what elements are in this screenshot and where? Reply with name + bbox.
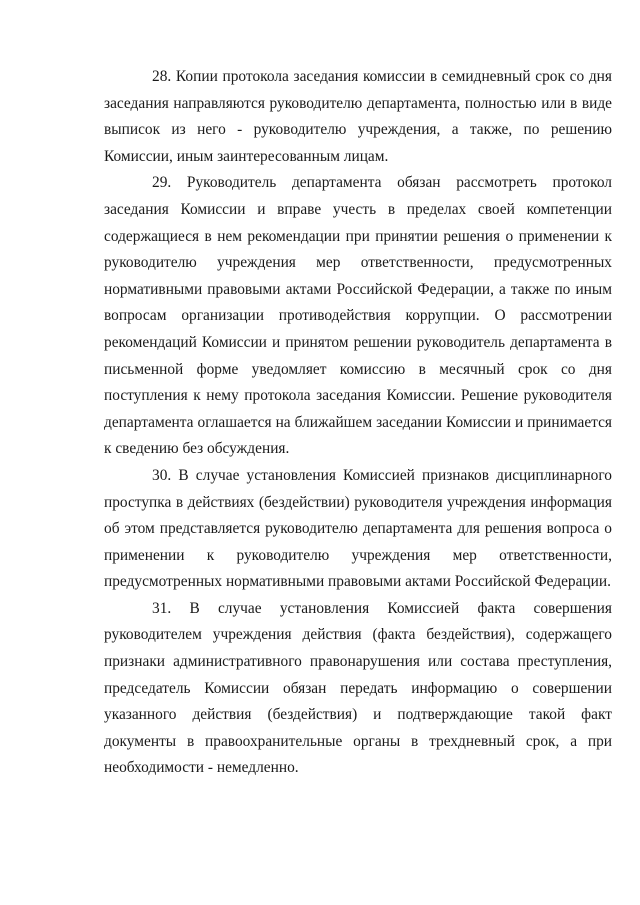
paragraph-29: 29. Руководитель департамента обязан рассмотреть протокол заседания Комиссии и вправе учесть в пределах своей компетенции содержащиеся в нем рекомендации при принятии решения о применении к руководителю учреждения мер ответственности, предусмотренных нормативными правовыми актами Российской Федерации, а также по иным вопросам организации противодействия коррупции. О рассмотрении рекомендаций Комиссии и принятом решении руководитель департамента в письменной форме уведомляет комиссию в месячный срок со дня поступления к нему протокола заседания Комиссии. Решение руководителя департамента оглашается на ближайшем заседании Комиссии и принимается к сведению без обсуждения. [104, 174, 612, 458]
paragraph-30: 30. В случае установления Комиссией признаков дисциплинарного проступка в действиях (бездействии) руководителя учреждения информация об этом представляется руководителю департамента для решения вопроса о применении к руководителю учреждения мер ответственности, предусмотренных нормативными правовыми актами Российской Федерации. [104, 466, 612, 591]
paragraph-28: 28. Копии протокола заседания комиссии в семидневный срок со дня заседания направляются руководителю департамента, полностью или в виде выписок из него - руководителю учреждения, а также, по решению Комиссии, иным заинтересованным лицам. [104, 68, 612, 165]
paragraph-31: 31. В случае установления Комиссией факта совершения руководителем учреждения действия (факта бездействия), содержащего признаки административного правонарушения или состава преступления, председатель Комиссии обязан передать информацию о совершении указанного действия (бездействия) и подтверждающие такой факт документы в правоохранительные органы в трехдневный срок, а при необходимости - немедленно. [104, 599, 612, 777]
document-body [104, 64, 612, 782]
